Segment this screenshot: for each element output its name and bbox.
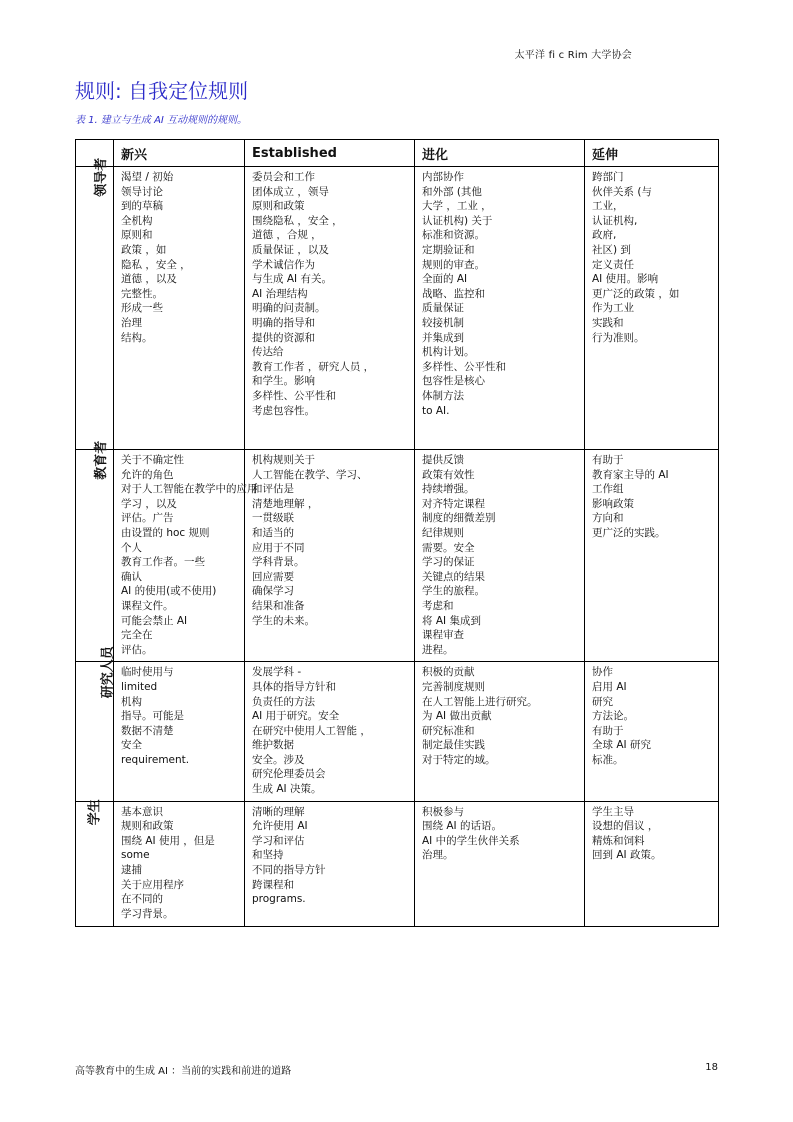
table-caption: 表 1. 建立与生成 AI 互动规则的规则。 bbox=[75, 115, 248, 126]
cell-line: 设想的倡议 ， bbox=[592, 820, 659, 833]
row-label: 领导者 bbox=[94, 157, 110, 197]
cell-line: 和学生。影响 bbox=[252, 375, 315, 388]
cell-line: 提供的资源和 bbox=[252, 331, 315, 344]
table-cell-emerging bbox=[114, 167, 245, 450]
cell-line: 学习 ，以及 bbox=[121, 497, 177, 510]
cell-line: 机构计划。 bbox=[422, 346, 475, 359]
cell-line: 提供反馈 bbox=[422, 454, 464, 466]
cell-line: 治理。 bbox=[422, 849, 454, 862]
cell-line: 学习和评估 bbox=[252, 834, 305, 847]
cell-line: 质量保证 bbox=[422, 302, 464, 315]
row-label: 学生 bbox=[87, 798, 103, 825]
cell-line: 研究 bbox=[592, 695, 613, 708]
footer-title: 高等教育中的生成 AI ：当前的实践和前进的道路 bbox=[75, 1066, 292, 1077]
cell-line: 完善制度规则 bbox=[422, 680, 485, 693]
cell-line: 定期验证和 bbox=[422, 243, 475, 256]
cell-line: 规则的审查。 bbox=[422, 258, 485, 271]
cell-line: 研究标准和 bbox=[422, 724, 475, 737]
column-header-emerging: 新兴 bbox=[114, 140, 245, 167]
cell-line: limited bbox=[121, 680, 158, 693]
cell-line: AI 使用。影响 bbox=[592, 273, 659, 286]
cell-line: 有助于 bbox=[592, 454, 624, 466]
cell-line: 制定最佳实践 bbox=[422, 739, 485, 752]
table-cell-emerging bbox=[114, 450, 258, 662]
header-organization: 太平洋 fi c Rim 大学协会 bbox=[514, 50, 632, 61]
cell-line: 确认 bbox=[121, 570, 142, 583]
cell-line: 结果和准备 bbox=[252, 599, 305, 612]
row-label: 教育者 bbox=[94, 440, 110, 480]
table-cell-established bbox=[245, 662, 415, 801]
cell-line: 战略、监控和 bbox=[422, 287, 485, 300]
cell-line: 原则和政策 bbox=[252, 200, 305, 213]
cell-line: 考虑包容性。 bbox=[252, 404, 315, 417]
cell-line: 安全。涉及 bbox=[252, 753, 305, 766]
cell-line: 质量保证 ，以及 bbox=[252, 243, 329, 256]
cell-line: 在人工智能上进行研究。 bbox=[422, 695, 538, 708]
cell-line: 考虑和 bbox=[422, 599, 454, 612]
cell-line: 完整性。 bbox=[121, 287, 163, 300]
column-header-established: Established bbox=[245, 140, 415, 167]
cell-line: 由设置的 hoc 规则 bbox=[121, 526, 210, 539]
cell-line: 评估。广告 bbox=[121, 512, 174, 525]
cell-line: 传达给 bbox=[252, 346, 284, 359]
row-header-cell bbox=[76, 440, 114, 662]
cell-line: 政策有效性 bbox=[422, 468, 475, 481]
cell-line: 影响政策 bbox=[592, 497, 634, 510]
cell-line: 工作组 bbox=[592, 483, 624, 496]
cell-line: 积极参与 bbox=[422, 805, 464, 818]
cell-line: 学术诚信作为 bbox=[252, 258, 315, 271]
cell-line: 社区) 到 bbox=[592, 243, 631, 256]
cell-line: 逮捕 bbox=[121, 864, 142, 877]
cell-line: 教育工作者。一些 bbox=[121, 556, 205, 569]
cell-line: 道德 ，合规 ， bbox=[252, 229, 322, 242]
cell-line: 隐私 ，安全 ， bbox=[121, 258, 191, 271]
cell-line: 人工智能在教学、学习、 bbox=[252, 468, 368, 481]
table-row-educators bbox=[76, 450, 719, 662]
cell-line: 不同的指导方针 bbox=[252, 864, 326, 877]
rules-table bbox=[75, 139, 719, 927]
cell-line: 持续增强。 bbox=[422, 483, 475, 496]
cell-line: 全面的 AI bbox=[422, 273, 468, 286]
cell-line: 政策 ，如 bbox=[121, 243, 167, 256]
cell-line: 形成一些 bbox=[121, 302, 163, 315]
table-row-students bbox=[76, 801, 719, 926]
cell-line: 进程。 bbox=[422, 643, 454, 656]
cell-line: 多样性、公平性和 bbox=[422, 360, 506, 373]
table-cell-evolving bbox=[415, 801, 585, 926]
cell-line: 精炼和饲料 bbox=[592, 834, 645, 847]
cell-line: 方向和 bbox=[592, 512, 624, 525]
cell-line: 在研究中使用人工智能 ， bbox=[252, 724, 371, 737]
cell-line: 和外部 (其他 bbox=[422, 185, 482, 198]
table-cell-established bbox=[245, 167, 415, 450]
cell-line: 应用于不同 bbox=[252, 541, 305, 554]
cell-line: 基本意识 bbox=[121, 805, 163, 818]
cell-line: 委员会和工作 bbox=[252, 171, 315, 183]
table-cell-evolving bbox=[415, 662, 585, 801]
cell-line: 学习的保证 bbox=[422, 556, 475, 569]
cell-line: 内部协作 bbox=[422, 171, 464, 183]
cell-line: 认证机构, bbox=[592, 214, 638, 227]
cell-line: 完全在 bbox=[121, 629, 153, 642]
cell-line: 团体成立 ，领导 bbox=[252, 185, 329, 198]
cell-line: 生成 AI 决策。 bbox=[252, 783, 322, 796]
cell-line: 维护数据 bbox=[252, 739, 294, 752]
table-cell-evolving bbox=[415, 167, 585, 450]
cell-line: 需要。安全 bbox=[422, 541, 475, 554]
row-header-cell bbox=[76, 646, 116, 801]
cell-line: 规则和政策 bbox=[121, 820, 174, 833]
table-cell-emerging bbox=[114, 801, 245, 926]
cell-line: 伙伴关系 (与 bbox=[592, 185, 652, 198]
cell-line: 结构。 bbox=[121, 331, 153, 344]
cell-line: 到的草稿 bbox=[121, 200, 163, 213]
cell-line: 负责任的方法 bbox=[252, 695, 315, 708]
cell-line: 包容性是核心 bbox=[422, 375, 485, 388]
cell-line: some bbox=[121, 849, 150, 862]
column-header-evolving: 进化 bbox=[415, 140, 585, 167]
cell-line: 清晰的理解 bbox=[252, 805, 305, 818]
cell-line: 启用 AI bbox=[592, 680, 627, 693]
cell-line: AI 治理结构 bbox=[252, 287, 308, 300]
cell-line: 跨课程和 bbox=[252, 878, 294, 891]
cell-line: 一贯级联 bbox=[252, 512, 294, 525]
cell-line: AI 的使用(或不使用) bbox=[121, 585, 217, 598]
table-cell-extending bbox=[585, 167, 719, 450]
cell-line: 治理 bbox=[121, 316, 142, 329]
cell-line: 和坚持 bbox=[252, 849, 284, 862]
page-title: 规则: 自我定位规则 bbox=[75, 79, 249, 103]
cell-line: 学生的未来。 bbox=[252, 614, 315, 627]
cell-line: 安全 bbox=[121, 739, 142, 752]
table-cell-extending bbox=[585, 662, 719, 801]
cell-line: 较接机制 bbox=[422, 316, 464, 329]
cell-line: 教育工作者 ，研究人员 ， bbox=[252, 360, 375, 373]
cell-line: 机构 bbox=[121, 695, 142, 708]
cell-line: 领导讨论 bbox=[121, 185, 163, 198]
cell-line: 课程审查 bbox=[422, 629, 464, 642]
cell-line: 并集成到 bbox=[422, 331, 464, 344]
cell-line: 和评估是 bbox=[252, 483, 294, 496]
cell-line: 工业， bbox=[592, 200, 624, 213]
cell-line: 发展学科 - bbox=[252, 666, 302, 679]
cell-line: 全机构 bbox=[121, 214, 153, 227]
cell-line: 清楚地理解 ， bbox=[252, 497, 319, 510]
cell-line: 标准。 bbox=[592, 753, 624, 766]
table-row-leaders bbox=[76, 167, 719, 450]
cell-line: 围绕隐私 ，安全 ， bbox=[252, 214, 343, 227]
cell-line: 指导。可能是 bbox=[121, 710, 184, 723]
cell-line: 道德 ，以及 bbox=[121, 273, 177, 286]
cell-line: 课程文件。 bbox=[121, 599, 174, 612]
cell-line: 对齐特定课程 bbox=[422, 497, 485, 510]
cell-line: 制度的细微差别 bbox=[422, 512, 496, 525]
cell-line: 更广泛的政策 ，如 bbox=[592, 287, 680, 300]
column-header-extending: 延伸 bbox=[585, 140, 719, 167]
cell-line: 为 AI 做出贡献 bbox=[422, 710, 492, 723]
cell-line: 全球 AI 研究 bbox=[592, 739, 651, 752]
cell-line: 行为准则。 bbox=[592, 331, 645, 344]
table-cell-established bbox=[245, 801, 415, 926]
cell-line: 认证机构) 关于 bbox=[422, 214, 493, 227]
cell-line: 定义责任 bbox=[592, 258, 634, 271]
cell-line: 将 AI 集成到 bbox=[422, 614, 481, 627]
cell-line: 机构规则关于 bbox=[252, 454, 315, 466]
cell-line: 回应需要 bbox=[252, 570, 294, 583]
cell-line: 明确的指导和 bbox=[252, 316, 315, 329]
cell-line: 数据不清楚 bbox=[121, 724, 174, 737]
row-header-cell bbox=[76, 798, 114, 926]
cell-line: 明确的问责制。 bbox=[252, 302, 326, 315]
cell-line: 个人 bbox=[121, 541, 142, 554]
cell-line: 学习背景。 bbox=[121, 907, 174, 920]
cell-line: 临时使用与 bbox=[121, 666, 174, 679]
cell-line: 围绕 AI 使用 ，但是 bbox=[121, 834, 215, 847]
cell-line: 学生主导 bbox=[592, 805, 634, 818]
cell-line: 关于应用程序 bbox=[121, 878, 184, 891]
cell-line: 关键点的结果 bbox=[422, 570, 485, 583]
cell-line: 评估。 bbox=[121, 643, 153, 656]
cell-line: programs. bbox=[252, 893, 306, 906]
cell-line: 回到 AI 政策。 bbox=[592, 849, 662, 862]
cell-line: 具体的指导方针和 bbox=[252, 680, 336, 693]
table-cell-extending bbox=[585, 801, 719, 926]
cell-line: 对于特定的域。 bbox=[422, 753, 496, 766]
cell-line: 教育家主导的 AI bbox=[592, 468, 669, 481]
cell-line: 积极的贡献 bbox=[422, 666, 475, 679]
cell-line: 允许使用 AI bbox=[252, 820, 308, 833]
table-cell-evolving bbox=[415, 450, 585, 662]
cell-line: 渴望 / 初始 bbox=[121, 171, 174, 183]
cell-line: AI 中的学生伙伴关系 bbox=[422, 834, 520, 847]
cell-line: 可能会禁止 AI bbox=[121, 614, 188, 627]
cell-line: 学科背景。 bbox=[252, 556, 305, 569]
cell-line: 政府, bbox=[592, 229, 617, 242]
table-header-row bbox=[76, 140, 719, 167]
table-cell-extending bbox=[585, 450, 719, 662]
cell-line: 对于人工智能在教学中的应用 bbox=[121, 483, 258, 496]
cell-line: 跨部门 bbox=[592, 171, 624, 183]
cell-line: 学生的旅程。 bbox=[422, 585, 485, 598]
cell-line: 关于不确定性 bbox=[121, 454, 184, 466]
table-cell-established bbox=[245, 450, 415, 662]
cell-line: 协作 bbox=[592, 666, 613, 679]
cell-line: 在不同的 bbox=[121, 893, 163, 906]
cell-line: 体制方法 bbox=[422, 389, 464, 402]
cell-line: 围绕 AI 的话语。 bbox=[422, 820, 502, 833]
cell-line: 大学 ，工业 ， bbox=[422, 200, 492, 213]
cell-line: 标准和资源。 bbox=[422, 229, 485, 242]
cell-line: 实践和 bbox=[592, 316, 624, 329]
row-header-cell bbox=[76, 157, 114, 450]
cell-line: 方法论。 bbox=[592, 710, 634, 723]
cell-line: 原则和 bbox=[121, 229, 153, 242]
cell-line: 和适当的 bbox=[252, 526, 294, 539]
cell-line: 允许的角色 bbox=[121, 468, 174, 481]
page-number: 18 bbox=[705, 1062, 718, 1073]
cell-line: 多样性、公平性和 bbox=[252, 389, 336, 402]
cell-line: 纪律规则 bbox=[422, 526, 464, 539]
cell-line: 与生成 AI 有关。 bbox=[252, 273, 332, 286]
cell-line: requirement. bbox=[121, 753, 190, 766]
cell-line: to AI. bbox=[422, 404, 450, 417]
cell-line: 更广泛的实践。 bbox=[592, 526, 666, 539]
cell-line: 有助于 bbox=[592, 724, 624, 737]
table-cell-emerging bbox=[114, 662, 245, 801]
cell-line: 研究伦理委员会 bbox=[252, 768, 326, 781]
cell-line: AI 用于研究。安全 bbox=[252, 710, 340, 723]
table-row-researchers bbox=[76, 662, 719, 801]
row-label: 研究人员 bbox=[100, 646, 116, 699]
cell-line: 作为工业 bbox=[592, 302, 634, 315]
cell-line: 确保学习 bbox=[252, 585, 294, 598]
